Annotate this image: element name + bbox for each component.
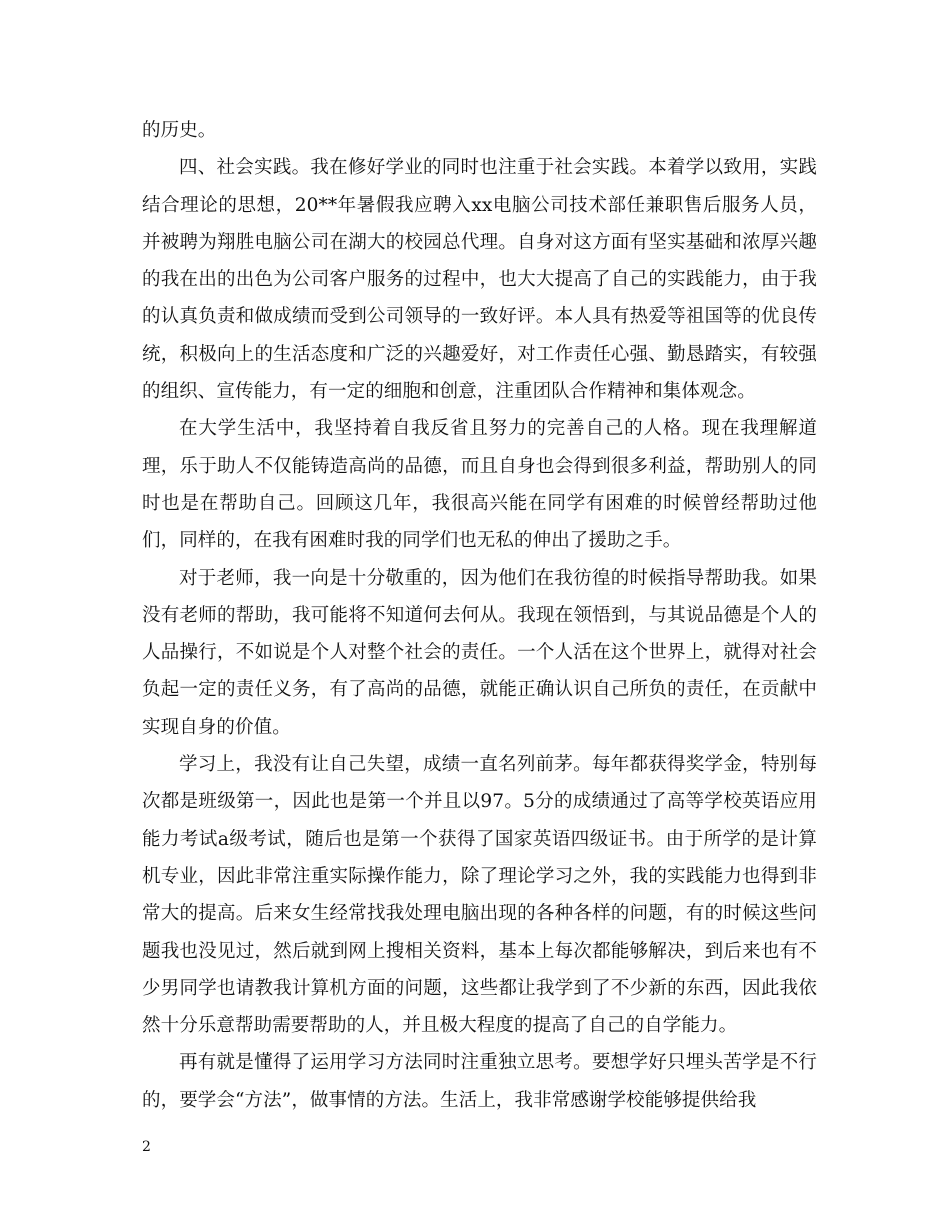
page-number: 2	[142, 1139, 151, 1155]
paragraph-study-methods: 再有就是懂得了运用学习方法同时注重独立思考。要想学好只埋头苦学是不行的，要学会“方法”，做事情的方法。生活上，我非常感谢学校能够提供给我	[142, 1052, 817, 1111]
paragraph-study: 学习上，我没有让自己失望，成绩一直名列前茅。每年都获得奖学金，特别每次都是班级第一，因此也是第一个并且以97。5分的成绩通过了高等学校英语应用能力考试a级考试，随后也是第一个获得了国家英语四级证书。由于所学的是计算机专业，因此非常注重实际操作能力，除了理论学习之外，我的实践能力也得到非常大的提高。后来女生经常找我处理电脑出现的各种各样的问题，有的时候这些问题我也没见过，然后就到网上搜相关资料，基本上每次都能够解决，到后来也有不少男同学也请教我计算机方面的问题，这些都让我学到了不少新的东西，因此我依然十分乐意帮助需要帮助的人，并且极大程度的提高了自己的自学能力。	[142, 754, 817, 1037]
paragraph-social-practice: 四、社会实践。我在修好学业的同时也注重于社会实践。本着学以致用，实践结合理论的思想，20**年暑假我应聘入xx电脑公司技术部任兼职售后服务人员，并被聘为翔胜电脑公司在湖大的校园总代理。自身对这方面有坚实基础和浓厚兴趣的我在出的出色为公司客户服务的过程中，也大大提高了自己的实践能力，由于我的认真负责和做成绩而受到公司领导的一致好评。本人具有热爱等祖国等的优良传统，积极向上的生活态度和广泛的兴趣爱好，对工作责任心强、勤恳踏实，有较强的组织、宣传能力，有一定的细胞和创意，注重团队合作精神和集体观念。	[142, 157, 817, 403]
paragraph-self-improvement: 在大学生活中，我坚持着自我反省且努力的完善自己的人格。现在我理解道理，乐于助人不仅能铸造高尚的品德，而且自身也会得到很多利益，帮助别人的同时也是在帮助自己。回顾这几年，我很高兴能在同学有困难的时候曾经帮助过他们，同样的，在我有困难时我的同学们也无私的伸出了援助之手。	[142, 418, 817, 552]
paragraph-continuation: 的历史。	[142, 120, 217, 141]
body-text	[142, 112, 817, 1119]
paragraph-teachers: 对于老师，我一向是十分敬重的，因为他们在我彷徨的时候指导帮助我。如果没有老师的帮助，我可能将不知道何去何从。我现在领悟到，与其说品德是个人的人品操行，不如说是个人对整个社会的责任。一个人活在这个世界上，就得对社会负起一定的责任义务，有了高尚的品德，就能正确认识自己所负的责任，在贡献中实现自身的价值。	[142, 567, 817, 738]
